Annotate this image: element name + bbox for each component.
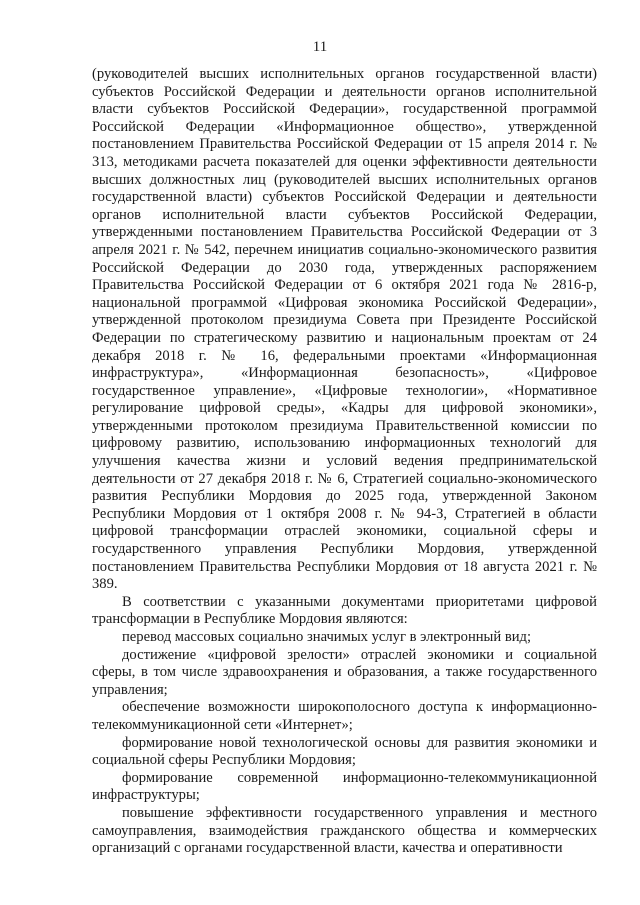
paragraph: (руководителей высших исполнительных органов государственной власти) субъектов Российской Федерации и деятельности органов исполнительной власти субъектов Российской Федерации», государственной программой Российской Федерации «Информационное общество», утвержденной постановлением Правительства Российской Федерации от 15 апреля 2014 г. № 313, методиками расчета показателей для оценки эффективности деятельности высших должностных лиц (руководителей высших исполнительных органов государственной власти) субъектов Российской Федерации и деятельности органов исполнительной власти субъектов Российской Федерации, утвержденными постановлением Правительства Российской Федерации от 3 апреля 2021 г. № 542, перечнем инициатив социально-экономического развития Российской Федерации до 2030 года, утвержденных распоряжением Правительства Российской Федерации от 6 октября 2021 года № 2816-р, национальной программой «Цифровая экономика Российской Федерации», утвержденной протоколом президиума Совета при Президенте Российской Федерации по стратегическому развитию и национальным проектам от 24 декабря 2018 г. № 16, федеральными проектами «Информационная инфраструктура», «Информационная безопасность», «Цифровое государственное управление», «Цифровые технологии», «Нормативное регулирование цифровой среды», «Кадры для цифровой экономики», утвержденными протоколом президиума Правительственной комиссии по цифровому развитию, использованию информационных технологий для улучшения качества жизни и условий ведения предпринимательской деятельности от 27 декабря 2018 г. № 6, Стратегией социально-экономического развития Республики Мордовия до 2025 года, утвержденной Законом Республики Мордовия от 1 октября 2008 г. № 94-З, Стратегией в области цифровой трансформации отраслей экономики, социальной сферы и государственного управления Республики Мордовия, утвержденной постановлением Правительства Республики Мордовия от 18 августа 2021 г. № 389. — [92, 66, 597, 593]
list-item: формирование современной информационно-телекоммуникационной инфраструктуры; — [92, 769, 597, 804]
paragraph: В соответствии с указанными документами приоритетами цифровой трансформации в Республике Мордовия являются: — [92, 593, 597, 628]
list-item: перевод массовых социально значимых услуг в электронный вид; — [122, 629, 532, 645]
document-body — [92, 66, 597, 858]
list-item: достижение «цифровой зрелости» отраслей экономики и социальной сферы, в том числе здравоохранения и образования, а также государственного управления; — [92, 646, 597, 698]
list-item: обеспечение возможности широкополосного доступа к информационно-телекоммуникационной сети «Интернет»; — [92, 699, 597, 733]
list-item: повышение эффективности государственного управления и местного самоуправления, взаимодействия гражданского общества и коммерческих организаций с органами государственной власти, качества и оперативности — [92, 804, 597, 857]
page-number: 11 — [312, 39, 328, 55]
list-item: формирование новой технологической основы для развития экономики и социальной сферы Республики Мордовия; — [92, 734, 597, 769]
